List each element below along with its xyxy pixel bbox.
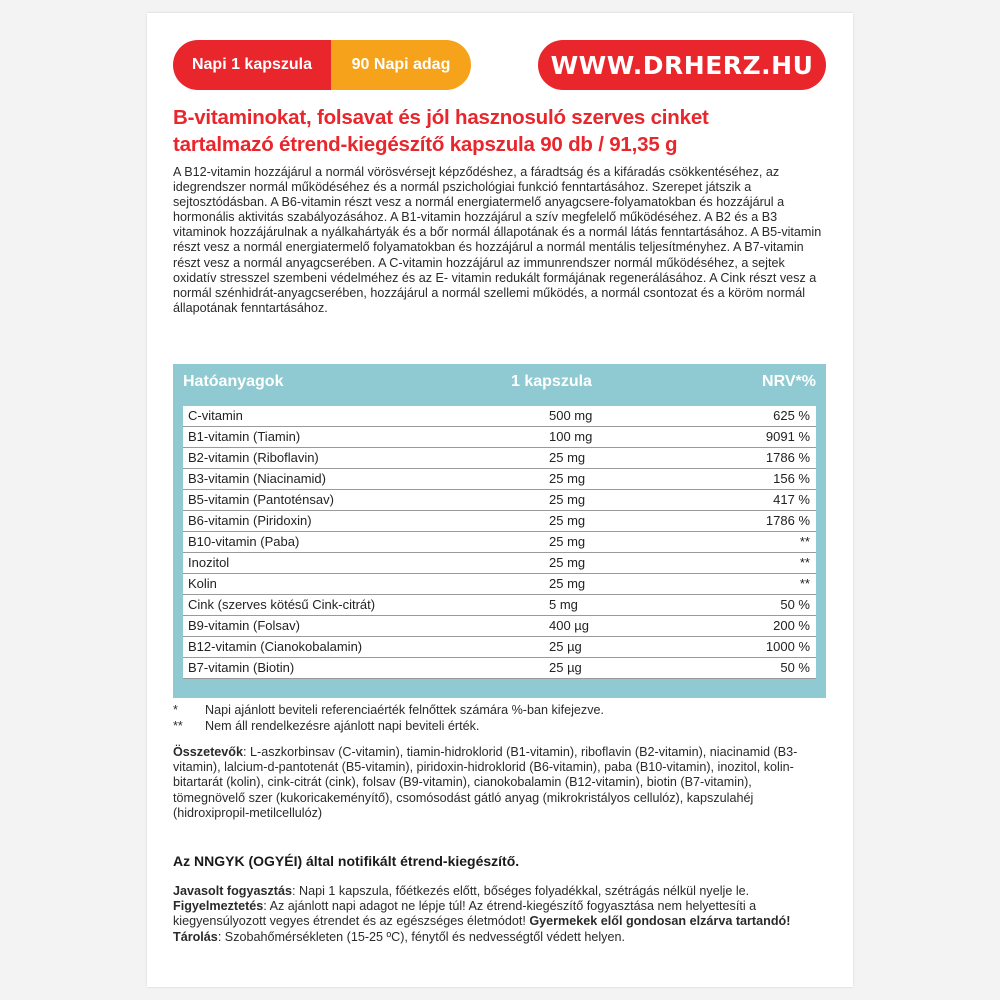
health-claims-text: A B12-vitamin hozzájárul a normál vörösvérsejt képződéshez, a fáradtság és a kifáradás csökkentéséhez, az idegrendszer normál működéséhez és a normál pszichológiai funkció fenntartásához. Szerepet játszik a sejtosztódásban. A B6-vitamin részt vesz a normál energiatermelő anyagcsere-folyamatokban és hozzájárul a hormonális aktivitás szabályozásához. A B1-vitamin hozzájárul a szív megfelelő működéséhez. A B2 és a B3 vitaminok hozzájárulnak a nyálkahártyák és a bőr normál állapotának és a normál látás fenntartásához. A B5-vitamin részt vesz a normál energiatermelő folyamatokban és hozzájárul a normál mentális teljesítményhez. A B7-vitamin részt vesz a normál anyagcserében. A C-vitamin hozzájárul az immunrendszer normál működéséhez, a sejtek oxidatív stresszel szembeni védelméhez és az E- vitamin redukált formájának regenerálásához. A Cink részt vesz a normál szénhidrát-anyagcserében, hozzájárul a normál szellemi működés, a normál csontozat és a köröm normál állapotának fenntartásához.: [173, 165, 822, 315]
nutrient-amount: 25 mg: [549, 492, 586, 507]
nutrient-nrv: **: [799, 555, 810, 570]
nutrient-name: Inozitol: [188, 555, 230, 570]
nutrient-table-body: [183, 406, 816, 679]
nutrient-nrv: **: [799, 576, 810, 591]
nutrient-amount: 25 mg: [549, 555, 586, 570]
nutrient-name: B1-vitamin (Tiamin): [188, 429, 301, 444]
table-row: [183, 616, 816, 637]
nutrient-amount: 5 mg: [549, 597, 578, 612]
website-badge: WWW.DRHERZ.HU: [538, 40, 826, 90]
footnote: [173, 702, 823, 718]
nutrient-name: B2-vitamin (Riboflavin): [188, 450, 319, 465]
table-row: [183, 532, 816, 553]
nutrient-nrv: 1786 %: [765, 513, 810, 528]
table-row: [183, 658, 816, 679]
nutrient-name: B7-vitamin (Biotin): [188, 660, 295, 675]
nutrient-nrv: 200 %: [773, 618, 810, 633]
servings-badge: 90 Napi adag: [331, 40, 471, 90]
nutrient-name: B10-vitamin (Paba): [188, 534, 300, 549]
nutrient-amount: 25 mg: [549, 513, 586, 528]
nutrient-amount: 25 mg: [549, 450, 586, 465]
table-row: [183, 553, 816, 574]
daily-capsule-badge: Napi 1 kapszula: [173, 40, 331, 90]
keep-away-warning: Gyermekek elől gondosan elzárva tartandó!: [529, 914, 791, 929]
table-row: [183, 490, 816, 511]
header-nrv: NRV*%: [762, 373, 816, 390]
nutrient-table-header: [173, 364, 826, 402]
usage-instructions: [173, 884, 825, 945]
table-row: [183, 595, 816, 616]
nutrient-name: B9-vitamin (Folsav): [188, 618, 300, 633]
footnote-mark: *: [173, 703, 178, 717]
nutrient-name: B3-vitamin (Niacinamid): [188, 471, 326, 486]
footnote-text: Napi ajánlott beviteli referenciaérték felnőttek számára %-ban kifejezve.: [205, 703, 605, 717]
nutrient-amount: 500 mg: [549, 408, 593, 423]
product-title-line1: B-vitaminokat, folsavat és jól hasznosuló szerves cinket: [173, 106, 709, 129]
warning-label: Figyelmeztetés: [173, 899, 264, 914]
nutrient-amount: 25 µg: [549, 639, 582, 654]
product-title: [173, 104, 833, 158]
nutrient-nrv: 156 %: [773, 471, 810, 486]
dosage-badges: [173, 40, 471, 90]
usage-text: : Napi 1 kapszula, főétkezés előtt, bőséges folyadékkal, szétrágás nélkül nyelje le.: [292, 884, 750, 898]
nutrient-amount: 25 mg: [549, 471, 586, 486]
storage-label: Tárolás: [173, 929, 218, 944]
notification-statement: Az NNGYK (OGYÉI) által notifikált étrend-kiegészítő.: [173, 853, 520, 869]
nutrient-amount: 25 mg: [549, 534, 586, 549]
nutrient-nrv: 625 %: [773, 408, 810, 423]
nutrient-name: B6-vitamin (Piridoxin): [188, 513, 312, 528]
footnote-text: Nem áll rendelkezésre ajánlott napi beviteli érték.: [205, 719, 480, 733]
nutrient-nrv: 9091 %: [765, 429, 810, 444]
nutrient-nrv: 1786 %: [765, 450, 810, 465]
table-row: [183, 511, 816, 532]
nutrient-nrv: 417 %: [773, 492, 810, 507]
nutrient-name: B5-vitamin (Pantoténsav): [188, 492, 334, 507]
ingredients-label: Összetevők: [173, 745, 244, 759]
nutrient-nrv: 1000 %: [765, 639, 810, 654]
nutrient-name: Kolin: [188, 576, 217, 591]
usage-label: Javasolt fogyasztás: [173, 884, 292, 898]
nutrient-amount: 25 mg: [549, 576, 586, 591]
table-row: [183, 469, 816, 490]
nutrient-amount: 100 mg: [549, 429, 593, 444]
nutrient-nrv: 50 %: [780, 660, 810, 675]
nutrient-name: Cink (szerves kötésű Cink-citrát): [188, 597, 376, 612]
nutrient-amount: 400 µg: [549, 618, 590, 633]
warning-text: : Az ajánlott napi adagot ne lépje túl! Az étrend-kiegészítő fogyasztása nem helyettesíti a kiegyensúlyozott vegyes étrendet és az egészséges életmódot!: [173, 899, 757, 929]
nutrient-amount: 25 µg: [549, 660, 582, 675]
nutrient-name: C-vitamin: [188, 408, 243, 423]
table-row: [183, 427, 816, 448]
table-row: [183, 406, 816, 427]
table-row: [183, 448, 816, 469]
footnote: [173, 718, 823, 734]
nutrient-nrv: **: [799, 534, 810, 549]
storage-text: : Szobahőmérsékleten (15-25 ºC), fénytől és nedvességtől védett helyen.: [217, 929, 625, 944]
nutrient-nrv: 50 %: [780, 597, 810, 612]
header-per-capsule: 1 kapszula: [511, 373, 592, 390]
table-row: [183, 574, 816, 595]
table-row: [183, 637, 816, 658]
header-active-ingredients: Hatóanyagok: [183, 373, 284, 390]
ingredients-text: : L-aszkorbinsav (C-vitamin), tiamin-hidroklorid (B1-vitamin), riboflavin (B2-vitamin), niacinamid (B3-vitamin), lalcium-d-pantotenát (B5-vitamin), piridoxin-hidroklorid (B6-vitamin), paba (B10-vitamin), inozitol, kolin-bitartarát (kolin), cink-citrát (cink), folsav (B9-vitamin), cianokobalamin (B12-vitamin), biotin (B7-vitamin), tömegnövelő szer (kukoricakeményítő), csomósodást gátló anyag (mikrokristályos cellulóz), kapszulahéj (hidroxipropil-metilcellulóz): [173, 745, 798, 820]
ingredients-list: [173, 745, 825, 821]
nutrient-name: B12-vitamin (Cianokobalamin): [188, 639, 363, 654]
product-title-line2: tartalmazó étrend-kiegészítő kapszula 90 db / 91,35 g: [173, 133, 678, 156]
table-footnotes: [173, 702, 823, 734]
footnote-mark: **: [173, 719, 183, 733]
nutrient-table: [173, 364, 826, 698]
